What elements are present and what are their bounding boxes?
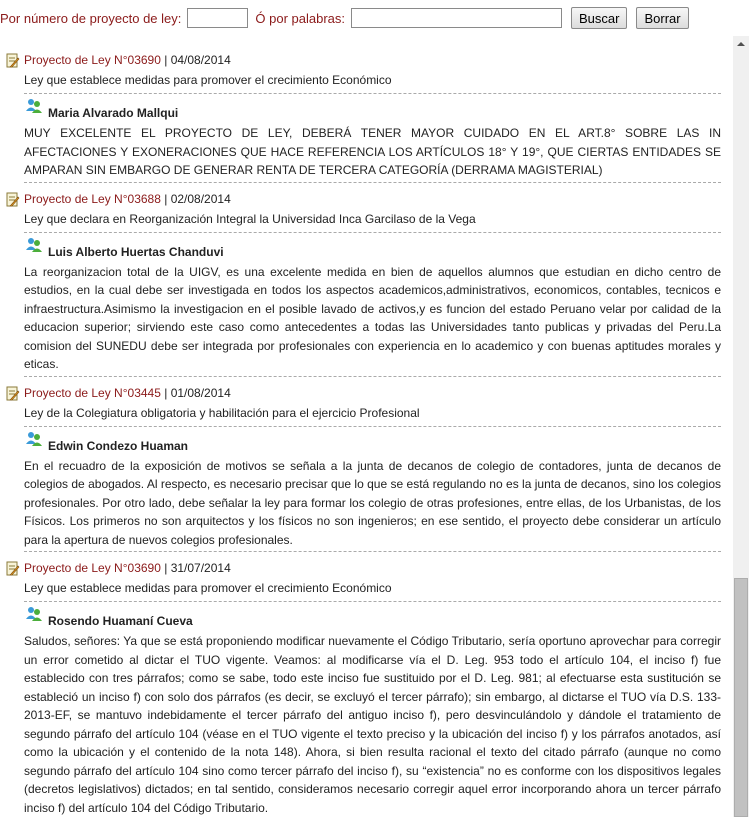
scrollbar-thumb[interactable]: [734, 578, 748, 817]
users-icon: [25, 237, 43, 253]
document-pencil-icon: [5, 561, 20, 576]
title-separator: |: [160, 191, 171, 206]
comment-author: Maria Alvarado Mallqui: [48, 106, 179, 120]
document-pencil-icon: [5, 386, 20, 401]
comment: [24, 427, 721, 552]
project-header: [0, 44, 733, 66]
project-link[interactable]: Proyecto de Ley N°03690: [24, 53, 161, 67]
comment: [24, 233, 721, 376]
project-description: Ley de la Colegiatura obligatoria y habilitación para el ejercicio Profesional: [24, 405, 420, 420]
document-pencil-icon: [5, 53, 20, 68]
comment-author: Luis Alberto Huertas Chanduvi: [48, 244, 224, 259]
users-icon: [25, 431, 43, 447]
scroll-up-arrow-icon[interactable]: [733, 36, 749, 52]
users-icon: [25, 98, 43, 114]
project-date: 01/08/2014: [170, 385, 231, 400]
comment: [24, 94, 721, 182]
project-date: 04/08/2014: [170, 53, 231, 67]
comment-text: MUY EXCELENTE EL PROYECTO DE LEY, DEBERÁ TENER MAYOR CUIDADO EN EL ART.8° SOBRE LAS IN AFECTACIONES Y EXONERACIONES QUE HACE REFERENCIA LOS ARTÍCULOS 18° Y 19°, QUE CIERTAS ENTIDADES SE AMPARAN SIN EMBARGO DE GENERAR RENTA DE TERCERA CATEGORÍA (DERRAMA MAGISTERIAL): [24, 126, 721, 177]
document-pencil-icon: [5, 192, 20, 207]
project-header: [0, 377, 733, 399]
title-separator: |: [160, 561, 171, 575]
project-number-input[interactable]: [187, 8, 248, 28]
project-date: 31/07/2014: [170, 561, 231, 575]
project-link[interactable]: Proyecto de Ley N°03690: [24, 561, 161, 575]
project-link[interactable]: Proyecto de Ley N°03688: [24, 191, 161, 206]
project-title: [24, 561, 231, 575]
search-bar: [0, 0, 749, 36]
clear-button[interactable]: Borrar: [636, 7, 688, 29]
words-input[interactable]: [351, 8, 562, 28]
users-icon: [25, 606, 43, 622]
search-button[interactable]: Buscar: [571, 7, 627, 29]
project-date: 02/08/2014: [170, 191, 231, 206]
vertical-scrollbar[interactable]: [733, 36, 749, 817]
project-description: Ley que declara en Reorganización Integral la Universidad Inca Garcilaso de la Vega: [24, 211, 476, 226]
project-title: [24, 192, 231, 206]
words-label: Ó por palabras:: [255, 10, 345, 26]
comment-text: La reorganizacion total de la UIGV, es una excelente medida en bien de aquellos alumnos que estudian en dicho centro de estudios, en la cual debe ser investigada en todos los aspectos academicos,administrativos, economicos, contables, tecnicos e infraestructura.Asimismo la investigacion en el posible lavado de activos,y es funcion del estado Peruano velar por calidad de la educacion superior; sirviendo este caso como antecedentes a todas las Universidades tanto publicas y privadas del Peru.La comision del SUNEDU debe ser integrada por profesionales con experiencia en lo academico y con buenas aptitudes morales y eticas.: [24, 264, 721, 371]
comment-author: Edwin Condezo Huaman: [48, 438, 189, 453]
project-link[interactable]: Proyecto de Ley N°03445: [24, 385, 161, 400]
title-separator: |: [160, 385, 171, 400]
project-header: [0, 552, 733, 574]
comment-text: Saludos, señores: Ya que se está proponiendo modificar nuevamente el Código Tributario, sería oportuno aprovechar para corregir un error cometido al dictar el TUO vigente. Veamos: al modificarse vía el D. Leg. 953 todo el artículo 104, el inciso f) fue establecido con tres párrafos; como se sabe, todo este inciso fue sustituido por el D. Leg. 981; al efectuarse esta sustitución se estableció un inciso f) con solo dos párrafos (es decir, se excluyó el tercer párrafo); sin embargo, al dictarse el TUO vía D.S. 133-2013-EF, se mantuvo indebidamente el tercer párrafo del antiguo inciso f), pero desvinculándolo y dándole el tratamiento de segundo párrafo del artículo 104 (véase en el TUO vigente el texto preciso y la ubicación del inciso f) y los párrafos anotados, así como la ubicación y el contenido de la nota 148). Ahora, si bien resulta racional el texto del citado párrafo (aunque no como segundo párrafo del artículo 104 sino como tercer párrafo del inciso f), su “existencia” no es conforme con los dispositivos legales (decretos legislativos) dictados; en tal sentido, consideramos necesario corregir aquel error incorporando ahora un tercer párrafo inciso f) del artículo 104 del Código Tributario.: [24, 634, 721, 815]
project-description: Ley que establece medidas para promover el crecimiento Económico: [24, 73, 392, 87]
comment-text: En el recuadro de la exposición de motivos se señala a la junta de decanos de colegio de contadores, junta de decanos de colegios de abogados. Al respecto, es necesario precisar que lo que se está regulando no es la junta de decanos, sino los colegios profesionales. Por otro lado, debe señalar la ley para formar los colegio de otras profesiones, entre ellas, de los Urbanistas, de los Físicos. Los primeros no son arquitectos y los físicos no son ingenieros; en ese sentido, el proyecto debe considerar un artículo para la apertura de nuevos colegios profesionales.: [24, 458, 721, 547]
title-separator: |: [160, 53, 171, 67]
comment: [24, 602, 721, 817]
project-list: [0, 44, 733, 817]
comment-author: Rosendo Huamaní Cueva: [48, 614, 193, 628]
project-header: [0, 183, 733, 205]
project-description: Ley que establece medidas para promover el crecimiento Económico: [24, 581, 392, 595]
project-title: [24, 386, 231, 400]
project-number-label: Por número de proyecto de ley:: [0, 10, 182, 26]
project-title: [24, 53, 231, 67]
